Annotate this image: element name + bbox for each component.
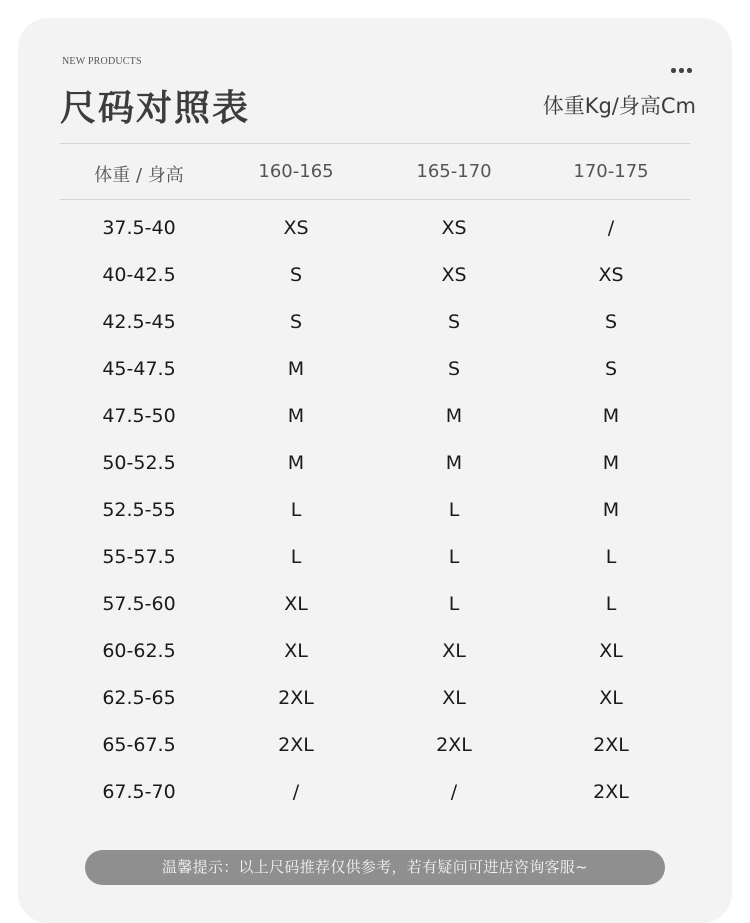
size-cell: / [292, 781, 300, 803]
weight-range-cell: 40-42.5 [102, 264, 176, 286]
weight-range-cell: 42.5-45 [102, 311, 176, 333]
size-cell: M [287, 452, 305, 474]
weight-range-cell: 47.5-50 [102, 405, 176, 427]
size-cell: XL [442, 640, 466, 662]
size-cell: XL [442, 687, 466, 709]
table-row [60, 297, 690, 344]
table-row [60, 626, 690, 673]
weight-range-cell: 65-67.5 [102, 734, 176, 756]
table-row [60, 250, 690, 297]
size-cell: S [289, 264, 303, 286]
size-cell: 2XL [278, 687, 314, 709]
more-horizontal-icon[interactable] [671, 66, 695, 74]
weight-range-cell: 55-57.5 [102, 546, 176, 568]
size-cell: XL [284, 593, 308, 615]
header-bottom-divider [60, 199, 690, 200]
table-row [60, 344, 690, 391]
table-row [60, 767, 690, 814]
size-cell: XS [283, 217, 309, 239]
size-cell: 2XL [593, 781, 629, 803]
size-cell: 2XL [278, 734, 314, 756]
size-cell: M [602, 452, 620, 474]
table-row [60, 203, 690, 250]
column-header-weight-height: 体重 / 身高 [94, 165, 184, 186]
size-cell: XS [441, 217, 467, 239]
size-cell: XL [599, 687, 623, 709]
size-cell: M [445, 405, 463, 427]
unit-label: 体重Kg/身高Cm [542, 94, 696, 118]
weight-range-cell: 50-52.5 [102, 452, 176, 474]
size-cell: / [607, 217, 615, 239]
weight-range-cell: 45-47.5 [102, 358, 176, 380]
size-cell: L [605, 593, 617, 615]
table-row [60, 579, 690, 626]
size-cell: M [287, 405, 305, 427]
size-cell: L [290, 499, 302, 521]
size-cell: M [287, 358, 305, 380]
weight-range-cell: 37.5-40 [102, 217, 176, 239]
page-title: 尺码对照表 [60, 88, 251, 129]
size-cell: M [445, 452, 463, 474]
size-cell: L [290, 546, 302, 568]
size-cell: S [447, 358, 461, 380]
weight-range-cell: 62.5-65 [102, 687, 176, 709]
size-cell: M [602, 405, 620, 427]
size-cell: S [447, 311, 461, 333]
table-row [60, 485, 690, 532]
table-row [60, 438, 690, 485]
table-row [60, 720, 690, 767]
size-cell: L [448, 546, 460, 568]
size-cell: L [448, 499, 460, 521]
column-header-170-175: 170-175 [573, 161, 649, 182]
size-cell: 2XL [593, 734, 629, 756]
column-header-165-170: 165-170 [416, 161, 492, 182]
size-cell: XL [599, 640, 623, 662]
size-tip-note: 温馨提示：以上尺码推荐仅供参考，若有疑问可进店咨询客服~ [85, 850, 665, 885]
size-cell: 2XL [436, 734, 472, 756]
size-cell: M [602, 499, 620, 521]
size-chart-card [18, 18, 732, 923]
size-cell: S [604, 358, 618, 380]
table-row [60, 673, 690, 720]
size-cell: / [450, 781, 458, 803]
size-cell: XL [284, 640, 308, 662]
eyebrow-label: NEW PRODUCTS [62, 56, 142, 67]
weight-range-cell: 57.5-60 [102, 593, 176, 615]
table-row [60, 532, 690, 579]
weight-range-cell: 67.5-70 [102, 781, 176, 803]
size-cell: S [604, 311, 618, 333]
weight-range-cell: 52.5-55 [102, 499, 176, 521]
size-cell: S [289, 311, 303, 333]
weight-range-cell: 60-62.5 [102, 640, 176, 662]
size-table-header [60, 144, 690, 199]
table-row [60, 391, 690, 438]
size-cell: L [605, 546, 617, 568]
size-cell: XS [441, 264, 467, 286]
size-cell: L [448, 593, 460, 615]
size-cell: XS [598, 264, 624, 286]
column-header-160-165: 160-165 [258, 161, 334, 182]
